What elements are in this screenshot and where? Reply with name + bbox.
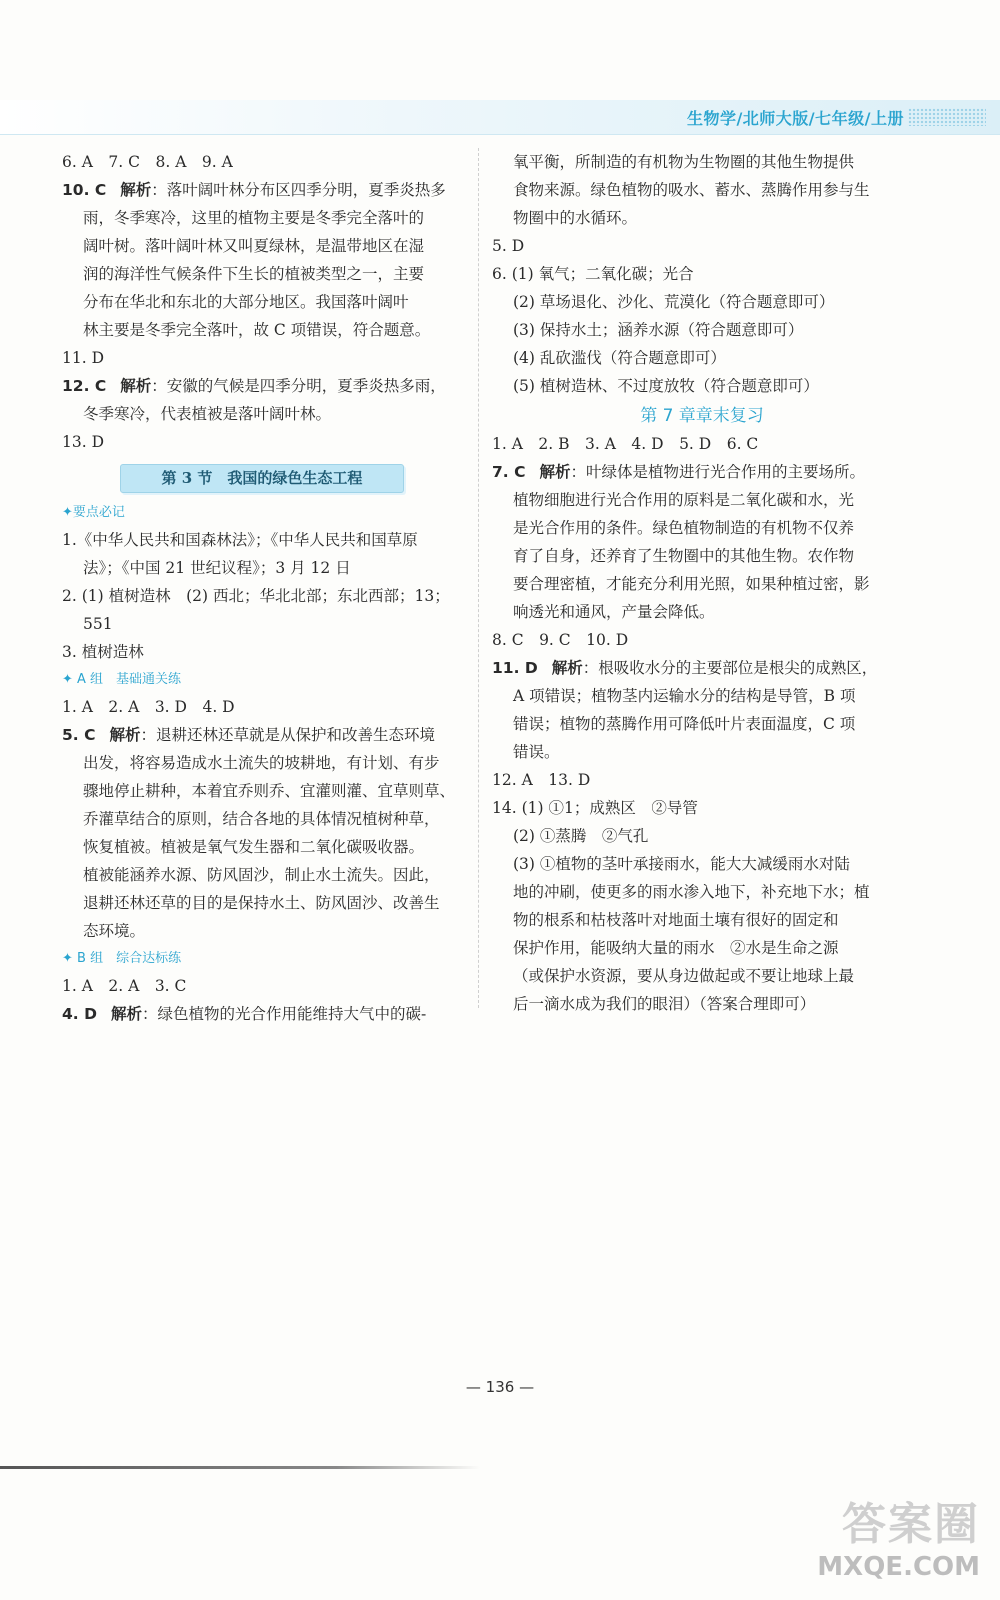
answer-line: (2) ①蒸腾 ②气孔	[513, 827, 649, 845]
analysis-text: 乔灌草结合的原则，结合各地的具体情况植树种草，	[83, 810, 440, 828]
analysis-text: ：绿色植物的光合作用能维持大气中的碳-	[141, 1005, 427, 1023]
answer-line: 1. A 2. A 3. C	[62, 977, 187, 995]
analysis-text: 恢复植被。植被是氧气发生器和二氧化碳吸收器。	[83, 838, 425, 856]
watermark-logo	[800, 1488, 980, 1588]
analysis-text: 氧平衡，所制造的有机物为生物圈的其他生物提供	[513, 153, 855, 171]
question-number: 12. C	[62, 377, 107, 395]
question-number: 5. C	[62, 726, 96, 744]
question-12	[62, 372, 472, 400]
question-7	[492, 458, 912, 486]
analysis-text: 要合理密植，才能充分利用光照，如果种植过密，影	[513, 575, 870, 593]
question-10	[62, 176, 472, 204]
subsection-label: ✦ B 组 综合达标练	[62, 951, 182, 966]
footer-rule	[0, 1466, 480, 1469]
analysis-text: 错误。	[513, 743, 560, 761]
analysis-text: ：安徽的气候是四季分明，夏季炎热多雨，	[151, 377, 446, 395]
answer-line: 3. 植树造林	[62, 643, 144, 661]
analysis-text: 退耕还林还草的目的是保持水土、防风固沙、改善生	[83, 894, 440, 912]
analysis-label: 解析	[120, 181, 152, 199]
answer-line: 14. (1) ①1；成熟区 ②导管	[492, 799, 698, 817]
analysis-text: ：落叶阔叶林分布区四季分明，夏季炎热多	[151, 181, 446, 199]
answer-line: (3) 保持水土；涵养水源（符合题意即可）	[513, 321, 804, 339]
analysis-label: 解析	[109, 726, 141, 744]
analysis-text: 润的海洋性气候条件下生长的植被类型之一，主要	[83, 265, 425, 283]
subsection-label: ✦要点必记	[62, 505, 125, 520]
section-heading: 第 3 节 我国的绿色生态工程	[120, 464, 404, 493]
analysis-text: 骤地停止耕种，本着宜乔则乔、宜灌则灌、宜草则草、	[83, 782, 456, 800]
analysis-text: ：退耕还林还草就是从保护和改善生态环境	[140, 726, 435, 744]
analysis-text: 阔叶树。落叶阔叶林又叫夏绿林，是温带地区在湿	[83, 237, 425, 255]
answer-line: (3) ①植物的茎叶承接雨水，能大大减缓雨水对陆	[513, 855, 850, 873]
analysis-text: 态环境。	[83, 922, 146, 940]
answer-line: 8. C 9. C 10. D	[492, 631, 629, 649]
answer-line: 12. A 13. D	[492, 771, 591, 789]
analysis-text: 冬季寒冷，代表植被是落叶阔叶林。	[83, 405, 332, 423]
analysis-text: 错误；植物的蒸腾作用可降低叶片表面温度，C 项	[513, 715, 856, 733]
analysis-text: 物圈中的水循环。	[513, 209, 638, 227]
analysis-label: 解析	[551, 659, 583, 677]
answer-line: 6. (1) 氧气；二氧化碳；光合	[492, 265, 694, 283]
answer-line: 法》；《中国 21 世纪议程》；3 月 12 日	[83, 559, 351, 577]
analysis-text: 育了自身，还养育了生物圈中的其他生物。农作物	[513, 547, 855, 565]
question-number: 11. D	[492, 659, 538, 677]
answer-line: 后一滴水成为我们的眼泪）（答案合理即可）	[513, 995, 816, 1013]
analysis-text: 植物细胞进行光合作用的原料是二氧化碳和水，光	[513, 491, 855, 509]
page-number: — 136 —	[465, 1378, 535, 1396]
subsection-label: ✦ A 组 基础通关练	[62, 672, 182, 687]
answer-line: （或保护水资源，要从身边做起或不要让地球上最	[513, 967, 855, 985]
analysis-text: 雨，冬季寒冷，这里的植物主要是冬季完全落叶的	[83, 209, 425, 227]
header-dots-decoration	[908, 108, 986, 126]
answer-line: 地的冲刷，使更多的雨水渗入地下，补充地下水；植	[513, 883, 870, 901]
analysis-text: 响透光和通风，产量会降低。	[513, 603, 715, 621]
answer-line: 保护作用，能吸纳大量的雨水 ②水是生命之源	[513, 939, 839, 957]
analysis-text: 食物来源。绿色植物的吸水、蓄水、蒸腾作用参与生	[513, 181, 870, 199]
answer-line: 1. A 2. B 3. A 4. D 5. D 6. C	[492, 435, 759, 453]
watermark-url: MXQE.COM	[817, 1552, 980, 1582]
answer-line: 2. (1) 植树造林 (2) 西北；华北北部；东北西部；13；	[62, 587, 450, 605]
answer-line: 1. A 2. A 3. D 4. D	[62, 698, 235, 716]
answer-line: (2) 草场退化、沙化、荒漠化（符合题意即可）	[513, 293, 835, 311]
answer-line: 1.《中华人民共和国森林法》；《中华人民共和国草原	[62, 531, 418, 549]
answer-line: 11. D	[62, 349, 105, 367]
question-4	[62, 1000, 472, 1028]
question-5	[62, 721, 472, 749]
analysis-label: 解析	[539, 463, 571, 481]
analysis-text: 植被能涵养水源、防风固沙，制止水土流失。因此，	[83, 866, 440, 884]
answer-line: (4) 乱砍滥伐（符合题意即可）	[513, 349, 726, 367]
book-title: 生物学/北师大版/七年级/上册	[686, 109, 904, 128]
analysis-text: 林主要是冬季完全落叶，故 C 项错误，符合题意。	[83, 321, 431, 339]
question-number: 7. C	[492, 463, 526, 481]
answer-line: 6. A 7. C 8. A 9. A	[62, 153, 233, 171]
analysis-text: 是光合作用的条件。绿色植物制造的有机物不仅养	[513, 519, 855, 537]
analysis-label: 解析	[110, 1005, 142, 1023]
header-divider	[0, 134, 1000, 135]
column-divider	[478, 148, 479, 1008]
answer-line: (5) 植树造林、不过度放牧（符合题意即可）	[513, 377, 819, 395]
question-11	[492, 654, 912, 682]
answer-line: 5. D	[492, 237, 525, 255]
answer-line: 13. D	[62, 433, 105, 451]
analysis-label: 解析	[120, 377, 152, 395]
chapter-heading: 第 7 章章末复习	[640, 406, 764, 426]
analysis-text: 分布在华北和东北的大部分地区。我国落叶阔叶	[83, 293, 409, 311]
answer-line: 物的根系和枯枝落叶对地面土壤有很好的固定和	[513, 911, 839, 929]
right-column	[492, 148, 912, 1018]
analysis-text: 出发，将容易造成水土流失的坡耕地，有计划、有步	[83, 754, 440, 772]
analysis-text: ：根吸收水分的主要部位是根尖的成熟区，	[582, 659, 878, 677]
question-number: 4. D	[62, 1005, 97, 1023]
question-number: 10. C	[62, 181, 107, 199]
answer-line: 551	[83, 615, 113, 633]
analysis-text: A 项错误；植物茎内运输水分的结构是导管，B 项	[513, 687, 856, 705]
left-column	[62, 148, 472, 1028]
watermark-text: 答案圈	[842, 1499, 980, 1550]
analysis-text: ：叶绿体是植物进行光合作用的主要场所。	[570, 463, 865, 481]
